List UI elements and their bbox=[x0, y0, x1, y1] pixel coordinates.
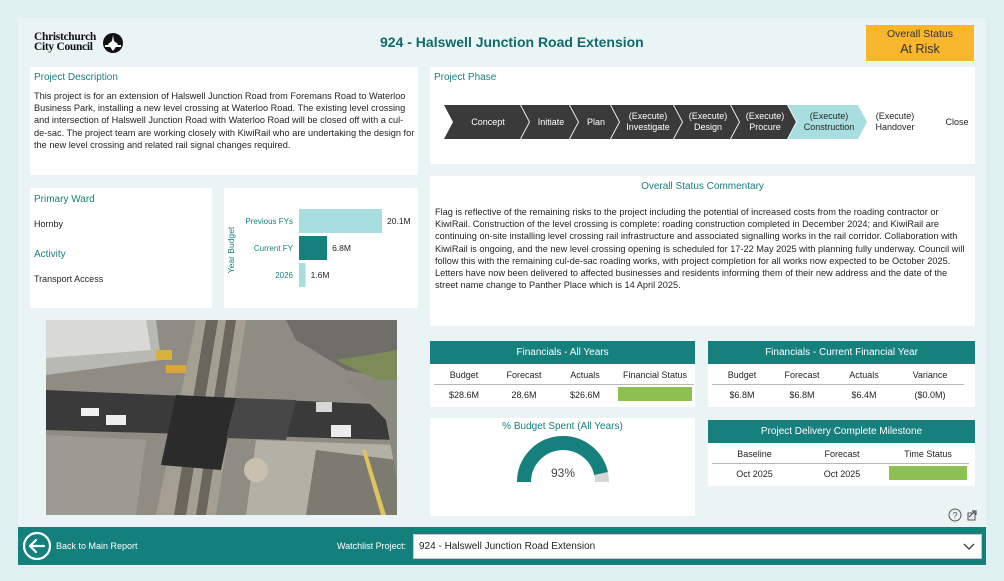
fin-all-value: $26.6M bbox=[569, 390, 601, 400]
svg-text:?: ? bbox=[952, 510, 958, 521]
fin-all-value: 28.6M bbox=[511, 390, 537, 400]
phase-step bbox=[737, 105, 793, 139]
phase-step-label: (Execute) Construction bbox=[803, 111, 855, 132]
budget-spent-gauge bbox=[430, 418, 695, 516]
link-icon[interactable] bbox=[966, 508, 980, 522]
status-commentary-card bbox=[430, 176, 975, 326]
budget-bar bbox=[299, 263, 306, 287]
overall-status-label: Overall Status bbox=[887, 28, 953, 40]
milestone-title: Project Delivery Complete Milestone bbox=[708, 420, 975, 443]
fin-all-header: Budget bbox=[449, 370, 479, 380]
help-icon[interactable] bbox=[948, 508, 962, 522]
phase-step bbox=[794, 105, 864, 139]
budget-bar bbox=[299, 209, 382, 233]
budget-category-label: Current FY bbox=[253, 244, 293, 253]
budget-value-label: 6.8M bbox=[332, 243, 351, 253]
fin-cur-value: $6.8M bbox=[789, 390, 815, 400]
budget-spent-title: % Budget Spent (All Years) bbox=[502, 421, 623, 432]
fin-cur-header: Forecast bbox=[784, 370, 820, 380]
logo-line-2-text: City Council bbox=[34, 41, 93, 53]
fin-cur-header: Variance bbox=[912, 370, 948, 380]
aerial-photo-illustration bbox=[46, 320, 397, 515]
financials-all-years-table bbox=[430, 366, 695, 406]
phase-step-label: Concept bbox=[471, 116, 505, 127]
milestone-header: Forecast bbox=[824, 449, 860, 459]
milestone-value: Oct 2025 bbox=[823, 469, 861, 479]
milestone-value: Oct 2025 bbox=[736, 469, 773, 479]
phase-step bbox=[527, 105, 575, 139]
phase-step-label: (Execute) Investigate bbox=[626, 111, 670, 132]
budget-value-label: 1.6M bbox=[310, 270, 330, 280]
phase-step bbox=[926, 105, 988, 139]
budget-category-label: Previous FYs bbox=[245, 217, 293, 226]
back-to-main-button[interactable] bbox=[22, 531, 152, 561]
status-commentary-text: Flag is reflective of the remaining risks to the project including the potential of increased costs from the roading contractor or KiwiRail. Construction of the level crossing is complete: roading construction completed in December 2024; and KiwiRail are continuing on-site installing level crossing rail infrastructure and associated signalling works in the rail corridor. Collaboration with KiwiRail is ongoing, and the new level crossing opening is scheduled for 17-22 May 2025 with planning fully underway. Council will follow this with the remaining cul-de-sac roading works, with project completion for all works now expected to be October 2025. Letters have now been delivered to affected businesses and residents informing them of their new address and the date of the street name change to Panther Place which is 14 April 2025. bbox=[435, 207, 965, 291]
phase-step bbox=[865, 105, 925, 139]
phase-step bbox=[617, 105, 679, 139]
watchlist-label: Watchlist Project: bbox=[337, 541, 407, 551]
milestone-header-divider bbox=[712, 463, 969, 464]
fin-all-header: Financial Status bbox=[622, 370, 688, 380]
phase-step-label: Close bbox=[945, 116, 969, 127]
phase-chevrons bbox=[444, 105, 974, 139]
page-title: 924 - Halswell Junction Road Extension bbox=[380, 34, 644, 50]
milestone-table bbox=[708, 445, 975, 485]
fin-cur-header: Actuals bbox=[849, 370, 879, 380]
back-to-main-label: Back to Main Report bbox=[56, 541, 138, 551]
project-description-label: Project Description bbox=[34, 72, 118, 83]
budget-category-label: 2026 bbox=[275, 271, 293, 280]
phase-step-label: (Execute) Procure bbox=[745, 111, 785, 132]
financials-current-fy-title: Financials - Current Financial Year bbox=[708, 341, 975, 364]
ward-card bbox=[30, 188, 212, 308]
milestone-status-indicator bbox=[889, 466, 967, 480]
status-commentary-label: Overall Status Commentary bbox=[641, 181, 764, 192]
fin-cur-header: Budget bbox=[727, 370, 757, 380]
phase-step-label: (Execute) Design bbox=[688, 111, 728, 132]
primary-ward-value: Hornby bbox=[34, 219, 64, 229]
cathedral-logo-icon bbox=[102, 32, 124, 54]
fin-all-header: Forecast bbox=[506, 370, 542, 380]
budget-spent-card bbox=[430, 418, 695, 516]
fin-all-status-indicator bbox=[618, 387, 692, 401]
project-site-photo bbox=[46, 320, 397, 515]
fin-cur-value: $6.4M bbox=[851, 390, 877, 400]
financials-current-fy-table bbox=[708, 366, 975, 406]
milestone-header: Baseline bbox=[737, 449, 772, 459]
gauge-value-label: 93% bbox=[550, 466, 576, 480]
phase-step bbox=[680, 105, 736, 139]
fin-cur-value: $6.8M bbox=[729, 390, 755, 400]
watchlist-project-dropdown[interactable] bbox=[413, 534, 982, 559]
project-description-card bbox=[30, 67, 418, 175]
back-arrow-icon bbox=[22, 531, 52, 561]
logo-line-1: Christchurch bbox=[34, 31, 96, 43]
year-budget-chart bbox=[224, 188, 418, 308]
phase-step bbox=[576, 105, 616, 139]
activity-label: Activity bbox=[34, 249, 66, 260]
primary-ward-label: Primary Ward bbox=[34, 194, 95, 205]
chevron-down-icon bbox=[963, 542, 975, 552]
year-budget-chart-card bbox=[224, 188, 418, 308]
phase-step bbox=[450, 105, 526, 139]
project-description-text: This project is for an extension of Halswell Junction Road from Foremans Road to Waterloo Business Park, installing a new level crossing at Waterloo Road. The existing level crossing and intersection of Halswell Junction Road with Waterloo Road will be closed off with a cul-de-sac. The project team are working closely with KiwiRail who are undertaking the design for the new level crossing and related rail signal changes required. bbox=[34, 91, 415, 150]
phase-step-label: Initiate bbox=[537, 116, 565, 127]
budget-bar bbox=[299, 236, 327, 260]
fin-cur-value: ($0.0M) bbox=[914, 390, 946, 400]
milestone-header: Time Status bbox=[904, 449, 952, 459]
phase-step-label: Plan bbox=[586, 116, 605, 127]
ccc-logo bbox=[34, 32, 134, 54]
chart-y-axis-label: Year Budget bbox=[226, 226, 236, 274]
overall-status-badge bbox=[866, 25, 974, 61]
budget-value-label: 20.1M bbox=[387, 216, 411, 226]
activity-value: Transport Access bbox=[34, 274, 104, 284]
fin-all-header-divider bbox=[434, 384, 694, 385]
financials-all-years-title: Financials - All Years bbox=[430, 341, 695, 364]
overall-status-value: At Risk bbox=[900, 42, 940, 56]
fin-all-value: $28.6M bbox=[448, 390, 480, 400]
fin-all-header: Actuals bbox=[570, 370, 600, 380]
project-phase-label: Project Phase bbox=[434, 72, 497, 83]
phase-step-label: (Execute) Handover bbox=[875, 111, 915, 132]
fin-cur-header-divider bbox=[712, 384, 964, 385]
watchlist-selected-value: 924 - Halswell Junction Road Extension bbox=[419, 541, 596, 552]
